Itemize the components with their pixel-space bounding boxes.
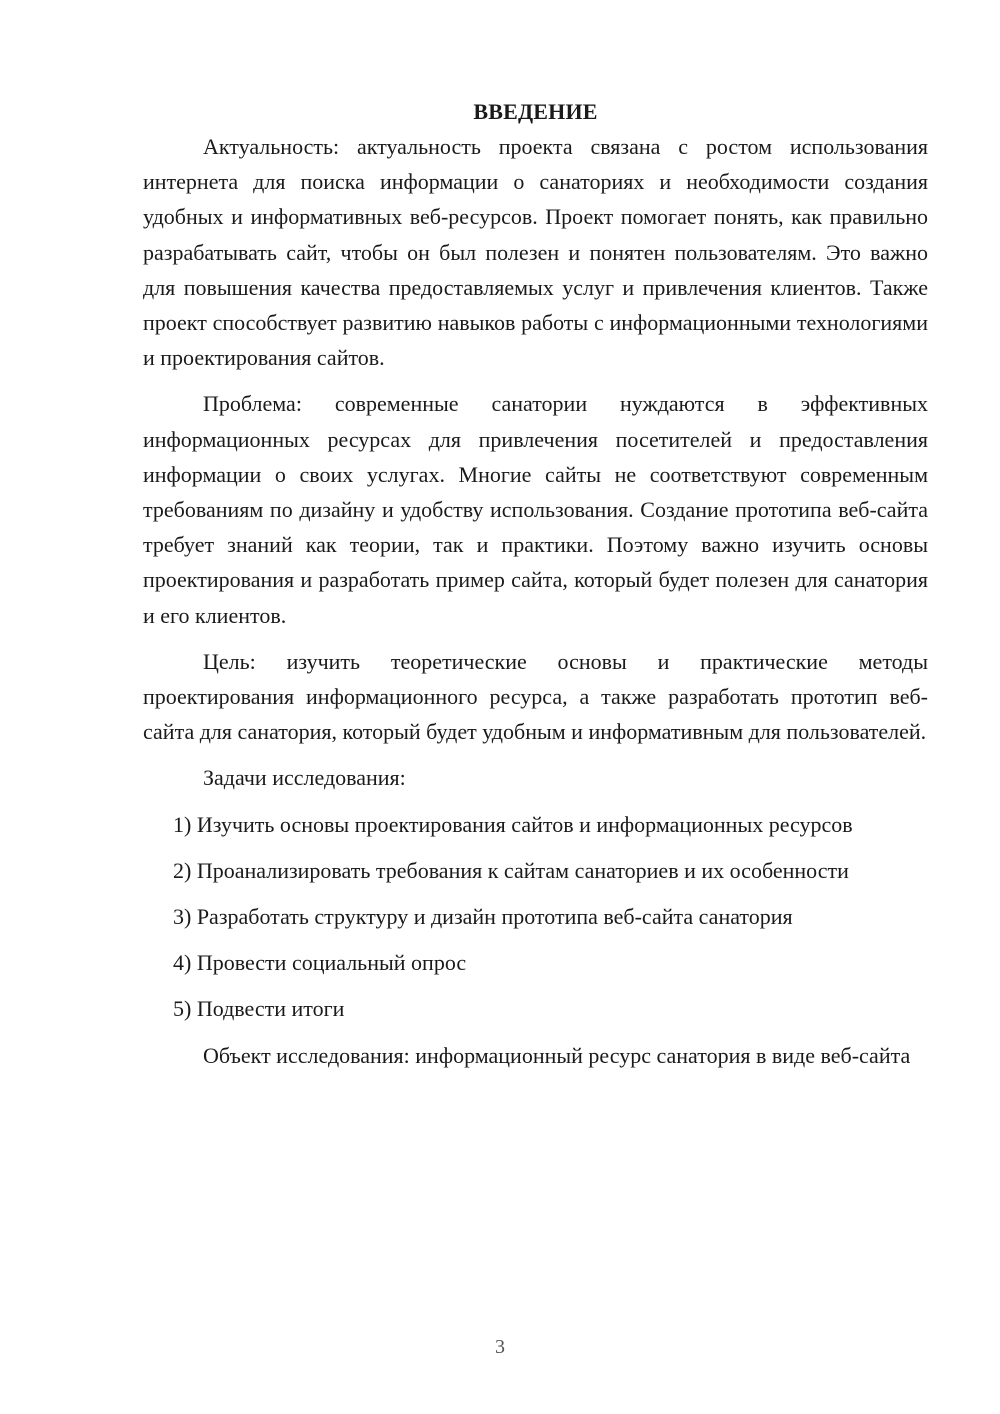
relevance-paragraph: Актуальность: актуальность проекта связана с ростом использования интернета для поиска информации о санаториях и необходимости создания удобных и информативных веб-ресурсов. Проект помогает понять, как правильно разрабатывать сайт, чтобы он был полезен и понятен пользователям. Это важно для повышения качества предоставляемых услуг и привлечения клиентов. Также проект способствует развитию навыков работы с информационными технологиями и проектирования сайтов. — [143, 134, 928, 371]
task-item: 3) Разработать структуру и дизайн прототипа веб-сайта санатория — [173, 904, 793, 930]
object-paragraph: Объект исследования: информационный ресурс санатория в виде веб-сайта — [203, 1042, 911, 1068]
problem-paragraph: Проблема: современные санатории нуждаются в эффективных информационных ресурсах для привлечения посетителей и предоставления информации о своих услугах. Многие сайты не соответствуют современным требованиям по дизайну и удобству использования. Создание прототипа веб-сайта требует знаний как теории, так и практики. Поэтому важно изучить основы проектирования и разработать пример сайта, который будет полезен для санатория и его клиентов. — [143, 391, 928, 628]
section-heading: ВВЕДЕНИЕ — [473, 99, 598, 124]
task-item: 1) Изучить основы проектирования сайтов и информационных ресурсов — [173, 811, 853, 837]
task-item: 4) Провести социальный опрос — [173, 950, 467, 976]
document-page — [143, 94, 928, 1084]
tasks-heading: Задачи исследования: — [203, 765, 406, 791]
goal-paragraph: Цель: изучить теоретические основы и практические методы проектирования информационного ресурса, а также разработать прототип веб-сайта для санатория, который будет удобным и информативным для пользователей. — [143, 648, 928, 745]
task-item: 2) Проанализировать требования к сайтам санаториев и их особенности — [173, 857, 849, 883]
task-item: 5) Подвести итоги — [173, 996, 345, 1022]
page-number: 3 — [495, 1336, 505, 1358]
